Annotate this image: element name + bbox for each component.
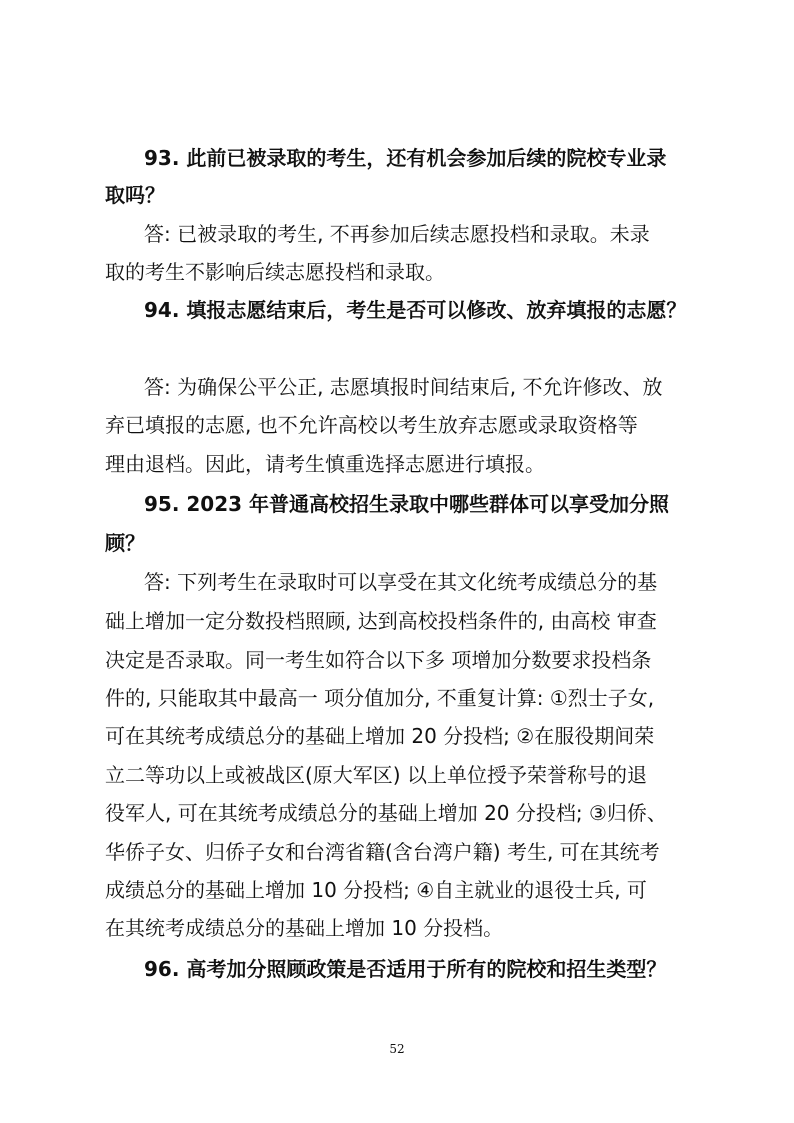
question-95-line-1: 95. 2023 年普通高校招生录取中哪些群体可以享受加分照: [144, 492, 670, 516]
answer-95-line-1: 答: 下列考生在录取时可以享受在其文化统考成绩总分的基: [144, 570, 658, 594]
question-93-line-1: 93. 此前已被录取的考生，还有机会参加后续的院校专业录: [144, 146, 667, 170]
question-93-line-2: 取吗？: [105, 183, 165, 207]
question-96-line-1: 96. 高考加分照顾政策是否适用于所有的院校和招生类型？: [144, 957, 667, 981]
answer-94-line-1: 答: 为确保公平公正, 志愿填报时间结束后, 不允许修改、放: [144, 375, 663, 399]
question-94-line-1: 94. 填报志愿结束后，考生是否可以修改、放弃填报的志愿？: [144, 298, 687, 322]
answer-94-line-2: 弃已填报的志愿, 也不允许高校以考生放弃志愿或录取资格等: [105, 413, 638, 437]
answer-95-line-3: 决定是否录取。同一考生如符合以下多 项增加分数要求投档条: [105, 648, 652, 672]
answer-95-line-8: 华侨子女、归侨子女和台湾省籍(含台湾户籍) 考生, 可在其统考: [105, 840, 660, 864]
answer-94-line-3: 理由退档。因此，请考生慎重选择志愿进行填报。: [105, 452, 545, 476]
answer-95-line-2: 础上增加一定分数投档照顾, 达到高校投档条件的, 由高校 审查: [105, 609, 657, 633]
answer-95-line-6: 立二等功以上或被战区(原大军区) 以上单位授予荣誉称号的退: [105, 763, 647, 787]
answer-95-line-4: 件的, 只能取其中最高一 项分值加分, 不重复计算: ①烈士子女,: [105, 686, 655, 710]
answer-95-line-7: 役军人, 可在其统考成绩总分的基础上增加 20 分投档; ③归侨、: [105, 801, 667, 825]
question-95-line-2: 顾？: [105, 531, 145, 555]
answer-93-line-1: 答: 已被录取的考生, 不再参加后续志愿投档和录取。未录: [144, 222, 650, 246]
answer-93-line-2: 取的考生不影响后续志愿投档和录取。: [105, 260, 445, 284]
answer-95-line-9: 成绩总分的基础上增加 10 分投档; ④自主就业的退役士兵, 可: [105, 878, 647, 902]
answer-95-line-5: 可在其统考成绩总分的基础上增加 20 分投档; ②在服役期间荣: [105, 724, 655, 748]
page-number: 52: [389, 1042, 405, 1056]
answer-95-line-10: 在其统考成绩总分的基础上增加 10 分投档。: [105, 916, 504, 940]
